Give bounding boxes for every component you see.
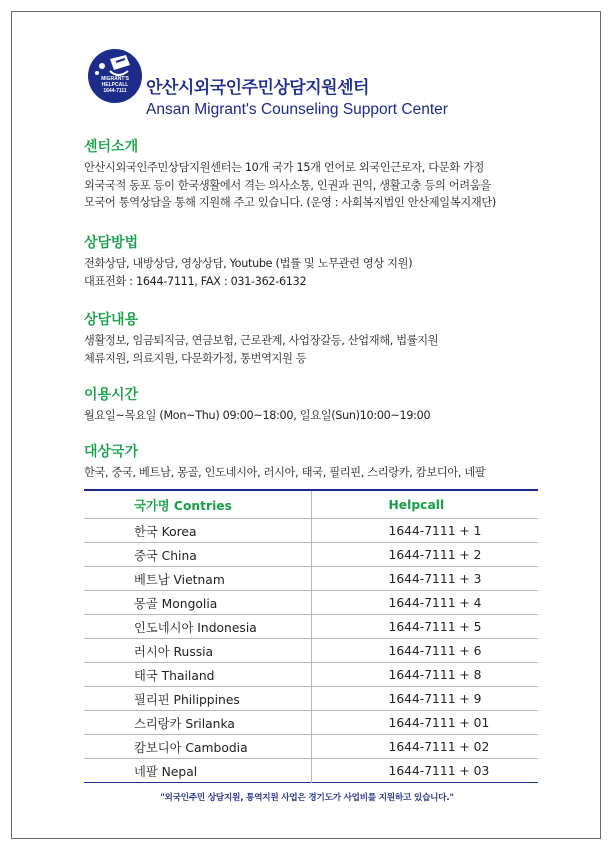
helpcall-cell: 1644-7111 + 9 bbox=[311, 687, 538, 711]
country-cell: 몽골 Mongolia bbox=[84, 591, 311, 615]
helpcall-cell: 1644-7111 + 03 bbox=[388, 763, 490, 778]
country-cell: 태국 Thailand bbox=[84, 663, 311, 687]
section-line: 외국국적 동포 등이 한국생활에서 격는 의사소통, 인권과 권익, 생활고충 등의 어려움을 bbox=[84, 178, 491, 192]
helpcall-cell: 1644-7111 + 1 bbox=[311, 519, 538, 543]
helpcall-cell: 1644-7111 + 6 bbox=[311, 639, 538, 663]
helpcall-cell: 1644-7111 + 2 bbox=[311, 543, 538, 567]
helpcall-cell: 1644-7111 + 4 bbox=[311, 591, 538, 615]
section-line: 안산시외국인주민상담지원센터는 10개 국가 15개 언어로 외국인근로자, 다문화 가정 bbox=[84, 161, 485, 174]
country-cell: 한국 Korea bbox=[84, 519, 311, 543]
country-cell: 네팔 Nepal bbox=[84, 759, 311, 783]
section-heading: 상담내용 bbox=[84, 312, 139, 328]
center-logo bbox=[88, 49, 142, 103]
section-line: 한국, 중국, 베트남, 몽골, 인도네시아, 러시아, 태국, 필리핀, 스리랑카, 캄보디아, 네팔 bbox=[84, 466, 486, 479]
section-method bbox=[84, 234, 412, 290]
country-cell: 인도네시아 Indonesia bbox=[84, 615, 311, 639]
table-row bbox=[84, 663, 538, 687]
section-content bbox=[84, 311, 438, 367]
section-heading: 상담방법 bbox=[84, 235, 139, 251]
logo-text-line1: MIGRANT'S bbox=[101, 76, 129, 82]
title-english: Ansan Migrant's Counseling Support Center bbox=[146, 101, 448, 118]
section-heading: 대상국가 bbox=[84, 444, 139, 460]
section-intro bbox=[84, 138, 496, 212]
logo-text-line3: 1644-7111 bbox=[103, 88, 127, 94]
table-header-row bbox=[84, 490, 538, 519]
section-line: 생활정보, 임금퇴직금, 연금보험, 근로관계, 사업장갈등, 산업재해, 법률지원 bbox=[84, 334, 439, 347]
table-row bbox=[84, 735, 538, 759]
section-heading: 센터소개 bbox=[84, 139, 139, 155]
column-header-country: 국가명 Contries bbox=[84, 490, 311, 519]
country-cell: 베트남 Vietnam bbox=[84, 567, 311, 591]
table-row bbox=[84, 711, 538, 735]
table-row bbox=[84, 591, 538, 615]
country-cell: 중국 China bbox=[84, 543, 311, 567]
table-row bbox=[84, 759, 538, 783]
section-line: 월요일~목요일 (Mon~Thu) 09:00~18:00, 일요일(Sun)10:00~19:00 bbox=[84, 409, 431, 422]
helpcall-table bbox=[84, 489, 538, 783]
table-row bbox=[84, 615, 538, 639]
table-row bbox=[84, 687, 538, 711]
section-line: 체류지원, 의료지원, 다문화가정, 통번역지원 등 bbox=[84, 351, 307, 365]
country-cell: 러시아 Russia bbox=[84, 639, 311, 663]
section-line: 전화상담, 내방상담, 영상상담, Youtube (법률 및 노무관련 영상 지원) bbox=[84, 257, 413, 270]
section-hours bbox=[84, 386, 430, 425]
country-cell: 필리핀 Philippines bbox=[84, 687, 311, 711]
section-heading: 이용시간 bbox=[84, 387, 139, 403]
column-header-helpcall: Helpcall bbox=[311, 490, 538, 519]
helpcall-cell: 1644-7111 + 8 bbox=[311, 663, 538, 687]
section-line: 대표전화 : 1644-7111, FAX : 031-362-6132 bbox=[84, 274, 307, 288]
section-countries bbox=[84, 443, 485, 482]
table-row bbox=[84, 543, 538, 567]
table-row bbox=[84, 567, 538, 591]
section-line: 모국어 통역상담을 통해 지원해 주고 있습니다. (운영 : 사회복지법인 안산제일복지재단) bbox=[84, 196, 496, 209]
table-row bbox=[84, 639, 538, 663]
helpcall-cell: 1644-7111 + 5 bbox=[311, 615, 538, 639]
helpcall-cell: 1644-7111 + 3 bbox=[311, 567, 538, 591]
country-cell: 스리랑카 Srilanka bbox=[84, 711, 311, 735]
helpcall-cell: 1644-7111 + 01 bbox=[311, 711, 538, 735]
footer-note: "외국인주민 상담지원, 통역지원 사업은 경기도가 사업비를 지원하고 있습니다." bbox=[160, 793, 454, 803]
helpcall-cell: 1644-7111 + 02 bbox=[311, 735, 538, 759]
title-korean: 안산시외국인주민상담지원센터 bbox=[146, 78, 369, 98]
logo-text-line2: HELPCALL bbox=[101, 82, 129, 88]
table-row bbox=[84, 519, 538, 543]
country-cell: 캄보디아 Cambodia bbox=[84, 735, 311, 759]
